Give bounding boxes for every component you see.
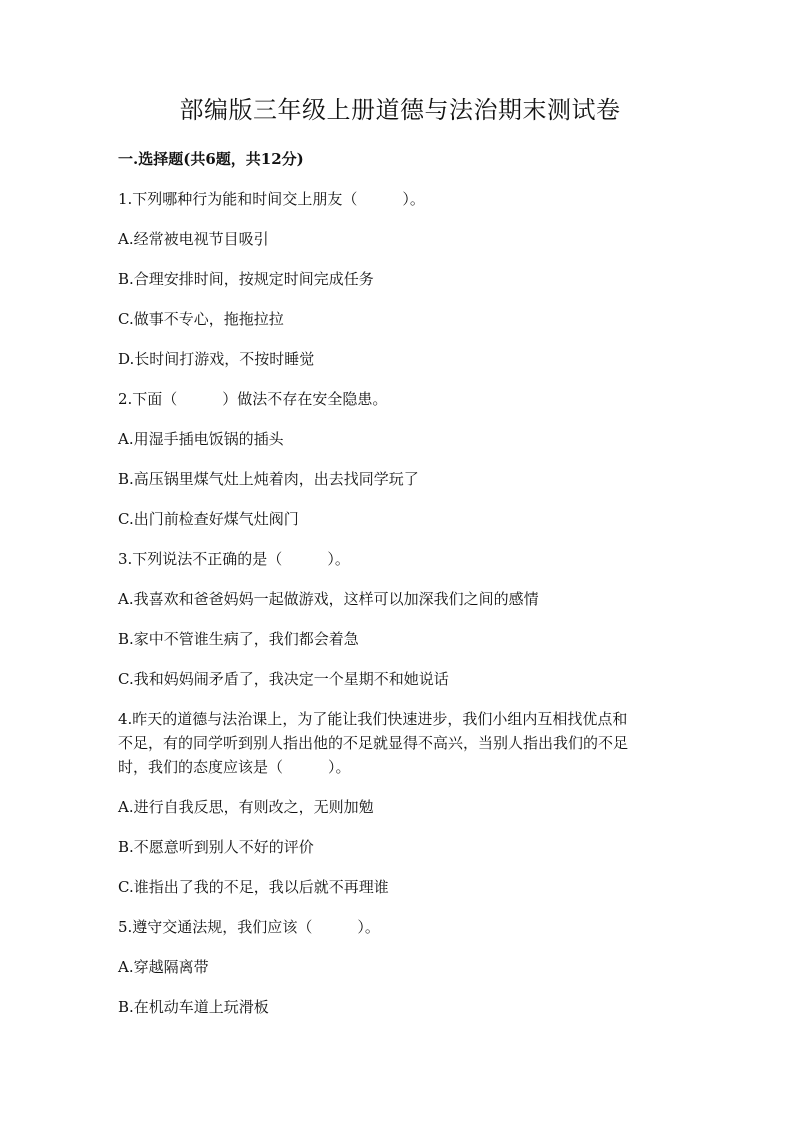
question-4-option-c: C.谁指出了我的不足，我以后就不再理谁 xyxy=(118,878,389,896)
question-4-stem-line-3: 时，我们的态度应该是（ ）。 xyxy=(118,758,351,776)
section-heading: 一.选择题(共6题，共12分) xyxy=(118,150,304,168)
question-4-stem-line-1: 4.昨天的道德与法治课上，为了能让我们快速进步，我们小组内互相找优点和 xyxy=(118,710,628,728)
question-5-option-a: A.穿越隔离带 xyxy=(118,958,209,976)
question-1-option-d: D.长时间打游戏，不按时睡觉 xyxy=(118,350,315,368)
page-title: 部编版三年级上册道德与法治期末测试卷 xyxy=(179,96,621,124)
question-4-option-a: A.进行自我反思，有则改之，无则加勉 xyxy=(118,798,374,816)
question-1-stem: 1.下列哪种行为能和时间交上朋友（ ）。 xyxy=(118,190,425,208)
question-3-stem: 3.下列说法不正确的是（ ）。 xyxy=(118,550,350,568)
question-4-stem-line-2: 不足，有的同学听到别人指出他的不足就显得不高兴，当别人指出我们的不足 xyxy=(118,734,629,752)
question-2-option-c: C.出门前检查好煤气灶阀门 xyxy=(118,510,299,528)
question-4-option-b: B.不愿意听到别人不好的评价 xyxy=(118,838,314,856)
question-list xyxy=(118,187,698,1035)
question-1-option-b: B.合理安排时间，按规定时间完成任务 xyxy=(118,270,374,288)
question-3-option-b: B.家中不管谁生病了，我们都会着急 xyxy=(118,630,359,648)
question-2-option-b: B.高压锅里煤气灶上炖着肉，出去找同学玩了 xyxy=(118,470,419,488)
question-5-option-b: B.在机动车道上玩滑板 xyxy=(118,998,269,1016)
question-3-option-c: C.我和妈妈闹矛盾了，我决定一个星期不和她说话 xyxy=(118,670,449,688)
question-3-option-a: A.我喜欢和爸爸妈妈一起做游戏，这样可以加深我们之间的感情 xyxy=(118,590,539,608)
question-1-option-a: A.经常被电视节目吸引 xyxy=(118,230,269,248)
question-2-option-a: A.用湿手插电饭锅的插头 xyxy=(118,430,284,448)
question-1-option-c: C.做事不专心，拖拖拉拉 xyxy=(118,310,284,328)
question-4-stem xyxy=(118,707,698,779)
question-5-stem: 5.遵守交通法规，我们应该（ ）。 xyxy=(118,918,380,936)
question-2-stem: 2.下面（ ）做法不存在安全隐患。 xyxy=(118,390,388,408)
